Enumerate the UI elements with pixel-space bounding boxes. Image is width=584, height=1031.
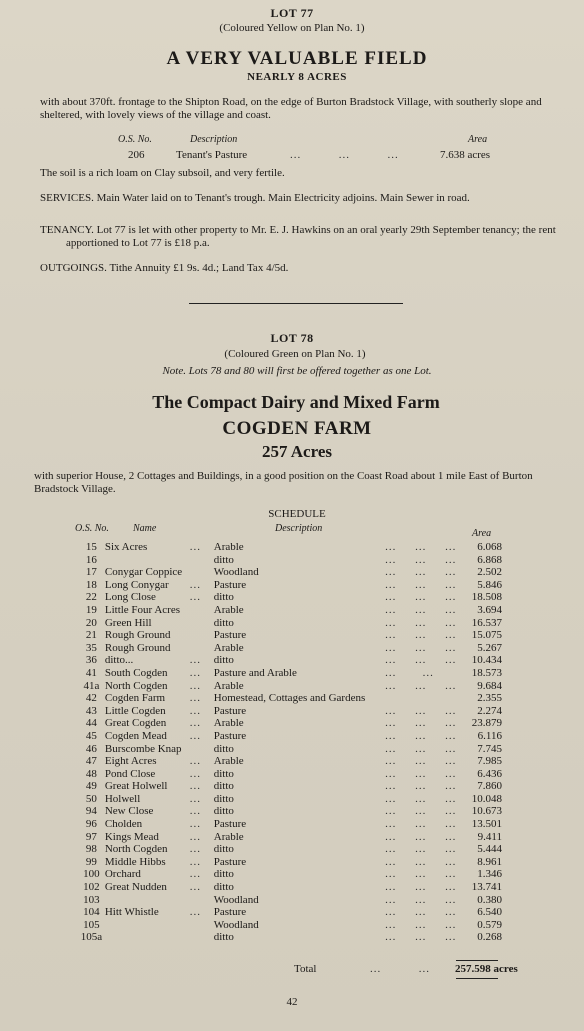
row-leader-dots: ... ... ... [385,591,457,604]
row-description: ditto [213,654,234,667]
row-area: 2.274 [477,704,502,717]
lot78-title: The Compact Dairy and Mixed Farm [152,392,440,412]
row-os: 50 [85,792,97,805]
row-leader-dots: ... ... ... [385,881,457,894]
row-leader-dots: ... ... ... [385,780,457,793]
row-os: 102 [83,881,100,894]
row-name: Burscombe Knap [104,742,182,755]
row-description: Pasture [213,818,247,831]
row-area: 9.684 [477,679,502,692]
total-rule-top [456,960,498,961]
lot77-soil: The soil is a rich loam on Clay subsoil, and very fertile. [40,167,285,179]
table-row [78,793,502,806]
row-area: 7.860 [477,780,502,793]
row-os: 21 [85,629,97,642]
lot77-row-desc: Tenant's Pasture [176,149,248,161]
row-description: ditto [213,792,234,805]
row-name [105,554,190,567]
row-area: 13.501 [471,818,502,831]
table-row [78,843,502,856]
row-leader-dots: ... ... ... [385,541,457,553]
row-area: 0.268 [477,931,502,944]
row-name: North Cogden [104,843,168,856]
row-name-dots: ... [189,818,201,831]
row-area: 7.745 [477,742,502,755]
table-row [78,680,502,693]
row-os: 41 [85,666,97,679]
page-number: 42 [286,996,298,1008]
row-name-dots: ... [189,666,201,679]
table-row [78,730,502,743]
lot77-heading: LOT 77 [270,6,314,20]
schedule-title: SCHEDULE [268,508,326,520]
row-os: 22 [85,591,97,604]
row-name [105,931,190,944]
row-os: 20 [85,616,97,629]
row-name-dots [190,554,214,567]
row-description: ditto [213,843,234,856]
total-rule-bottom [456,978,498,979]
row-description: Pasture [213,704,247,717]
table-row [78,566,502,579]
row-area: 9.411 [477,830,502,843]
table-row [78,805,502,818]
row-area: 5.267 [477,641,502,654]
row-os: 19 [85,603,97,616]
row-description: Pasture [213,578,247,591]
lot77-col-desc: Description [190,134,238,145]
row-name-dots: ... [189,717,201,730]
row-area: 0.380 [477,893,502,906]
row-area: 0.579 [477,918,502,931]
row-area: 3.694 [477,603,502,616]
row-leader-dots [385,692,456,705]
row-name: Green Hill [104,616,152,629]
row-name: Kings Mead [104,830,159,843]
table-row [78,831,502,844]
row-name-dots [190,919,214,932]
lot77-intro: with about 370ft. frontage to the Shipton Road, on the edge of Burton Bradstock Village, with southerly slope and sheltered, with lovely views of the village and coast. [40,96,542,121]
row-leader-dots: ... ... ... [385,818,457,831]
table-row [78,743,502,756]
row-area: 10.434 [471,654,502,667]
row-name: Great Nudden [104,881,167,894]
row-description: Arable [213,755,244,768]
table-row [78,755,502,768]
lot77-row-area: 7.638 acres [440,149,491,161]
row-area: 15.075 [471,629,502,642]
row-os: 105 [83,918,100,931]
row-name-dots: ... [189,792,201,805]
row-description: Pasture and Arable [213,666,297,679]
row-name-dots: ... [189,578,201,591]
table-row [78,931,502,944]
lot78-intro: with superior House, 2 Cottages and Buildings, in a good position on the Coast Road about 1 mile East of Burton Bradstock Village. [34,470,533,495]
row-description: Pasture [213,855,247,868]
row-area: 8.961 [477,855,502,868]
lot77-row-dots: ... ... ... [290,149,399,161]
row-description: Arable [213,830,244,843]
row-leader-dots: ... ... ... [385,855,457,868]
row-area: 1.346 [477,868,502,881]
row-os: 94 [85,805,97,818]
row-name-dots [190,894,214,907]
row-description: ditto [213,553,234,566]
row-name: Rough Ground [104,641,171,654]
row-name-dots: ... [189,843,201,856]
row-description: ditto [213,868,234,881]
lot77-tenancy: TENANCY. Lot 77 is let with other property to Mr. E. J. Hawkins on an oral yearly 29th September tenancy; the rent apportioned to Lot 77 is £18 p.a. [40,224,556,249]
row-area: 13.741 [471,881,502,894]
lot77-row-os: 206 [128,149,145,161]
lot78-heading: LOT 78 [270,331,314,345]
row-os: 17 [85,566,97,579]
row-area: 5.444 [477,843,502,856]
row-name: South Cogden [104,666,168,679]
row-os: 15 [85,541,97,553]
row-name-dots [190,566,214,579]
row-os: 48 [85,767,97,780]
row-leader-dots: ... ... ... [385,603,457,616]
row-name-dots: ... [189,704,201,717]
row-name: Great Holwell [104,780,168,793]
row-name: Cogden Mead [104,729,167,742]
row-area: 10.048 [471,792,502,805]
row-description: ditto [213,591,234,604]
total-dots: ... ... [370,963,430,975]
row-name: Rough Ground [104,629,171,642]
row-name-dots [190,642,214,655]
row-name: Long Conygar [104,578,169,591]
row-name-dots: ... [189,591,201,604]
row-os: 18 [85,578,97,591]
row-description: ditto [213,767,234,780]
row-leader-dots: ... ... ... [385,805,457,818]
row-area: 7.985 [477,755,502,768]
row-leader-dots: ... ... ... [385,792,457,805]
row-name: Cogden Farm [104,692,166,705]
row-description: ditto [213,931,234,944]
row-name-dots: ... [189,541,201,553]
row-leader-dots: ... ... ... [385,654,457,667]
row-os: 41a [83,679,100,692]
row-os: 46 [85,742,97,755]
row-os: 44 [85,717,97,730]
row-os: 47 [85,755,97,768]
lot77-col-area: Area [468,134,488,145]
row-os: 100 [83,868,100,881]
row-area: 2.355 [477,692,502,705]
row-leader-dots: ... ... ... [385,893,457,906]
table-row [78,692,502,705]
table-row [78,717,502,730]
row-area: 16.537 [471,616,502,629]
row-name: Cholden [104,818,143,831]
row-os: 96 [85,818,97,831]
row-name: Conygar Coppice [104,566,183,579]
row-area: 23.879 [471,717,502,730]
row-name: Eight Acres [104,755,157,768]
row-name-dots: ... [189,692,201,705]
row-leader-dots: ... ... ... [385,641,457,654]
lot77-col-os: O.S. No. [118,134,152,145]
table-row [78,667,502,680]
lot78-plan-note: (Coloured Green on Plan No. 1) [224,348,366,360]
row-name-dots: ... [189,830,201,843]
row-area: 6.068 [477,541,502,553]
row-name: Hitt Whistle [104,906,159,919]
row-name: ditto... [104,654,134,667]
lot77-plan-note: (Coloured Yellow on Plan No. 1) [219,22,365,34]
row-leader-dots: ... ... ... [385,729,457,742]
row-os: 45 [85,729,97,742]
row-name-dots: ... [189,805,201,818]
schedule-col-os: O.S. No. [75,523,109,534]
row-leader-dots: ... ... ... [385,553,457,566]
row-description: Pasture [213,906,247,919]
row-description: Arable [213,541,244,553]
lot77-subtitle: NEARLY 8 ACRES [247,71,347,83]
table-row [78,919,502,932]
row-name-dots [190,617,214,630]
row-leader-dots: ... ... ... [385,679,457,692]
row-area: 6.540 [477,906,502,919]
schedule-col-desc: Description [275,523,323,534]
row-name-dots: ... [189,881,201,894]
row-os: 36 [85,654,97,667]
row-description: ditto [213,780,234,793]
table-row [78,856,502,869]
row-name: Middle Hibbs [104,855,166,868]
row-name-dots [190,629,214,642]
row-os: 97 [85,830,97,843]
total-label: Total [294,963,317,975]
row-name-dots [190,604,214,617]
table-row [78,705,502,718]
row-description: Pasture [213,729,247,742]
lot77-outgoings: OUTGOINGS. Tithe Annuity £1 9s. 4d.; Land Tax 4/5d. [40,262,289,274]
row-leader-dots: ... ... [385,666,434,679]
row-name: Little Cogden [104,704,166,717]
table-row [78,768,502,781]
table-row [78,780,502,793]
row-leader-dots: ... ... ... [385,767,457,780]
schedule-col-name: Name [133,523,157,534]
row-os: 98 [85,843,97,856]
table-row [78,541,502,554]
lot77-services: SERVICES. Main Water laid on to Tenant's trough. Main Electricity adjoins. Main Sewer in road. [40,192,470,204]
schedule-col-area: Area [472,528,492,539]
row-name-dots: ... [189,729,201,742]
row-description: ditto [213,742,234,755]
row-description: ditto [213,881,234,894]
row-name-dots: ... [189,906,201,919]
table-row [78,629,502,642]
table-row [78,617,502,630]
row-name: Holwell [104,792,141,805]
row-leader-dots: ... ... ... [385,578,457,591]
row-description: Homestead, Cottages and Gardens [213,692,366,705]
row-name: Six Acres [104,541,148,553]
table-row [78,591,502,604]
row-area: 6.868 [477,553,502,566]
row-leader-dots: ... ... ... [385,755,457,768]
row-name-dots: ... [189,679,201,692]
row-description: Woodland [213,893,259,906]
table-row [78,579,502,592]
row-name: North Cogden [104,679,168,692]
lot77-title: A VERY VALUABLE FIELD [166,48,428,69]
row-name-dots: ... [189,755,201,768]
row-area: 6.436 [477,767,502,780]
row-area: 2.502 [477,566,502,579]
table-row [78,642,502,655]
row-leader-dots: ... ... ... [385,566,457,579]
lot78-acres: 257 Acres [261,442,333,461]
row-name-dots: ... [189,855,201,868]
row-name: Pond Close [104,767,156,780]
row-name: Orchard [104,868,141,881]
row-area: 18.573 [471,666,502,679]
row-os: 105a [80,931,103,944]
row-leader-dots: ... ... ... [385,830,457,843]
row-os: 43 [85,704,97,717]
row-name-dots [190,743,214,756]
row-name: New Close [104,805,154,818]
row-name-dots: ... [189,780,201,793]
row-area: 18.508 [471,591,502,604]
row-name [105,894,190,907]
row-name-dots: ... [189,767,201,780]
row-name-dots: ... [189,654,201,667]
row-leader-dots: ... ... ... [385,931,457,944]
section-divider [189,303,403,304]
row-description: Arable [213,717,244,730]
lot78-note: Note. Lots 78 and 80 will first be offered together as one Lot. [162,365,432,377]
table-row [78,868,502,881]
row-leader-dots: ... ... ... [385,742,457,755]
row-description: ditto [213,805,234,818]
row-area: 6.116 [477,729,502,742]
table-row [78,818,502,831]
row-description: Arable [213,679,244,692]
row-description: Pasture [213,629,247,642]
row-name [105,919,190,932]
row-leader-dots: ... ... ... [385,704,457,717]
row-description: Arable [213,603,244,616]
row-name-dots: ... [189,868,201,881]
table-row [78,881,502,894]
row-description: Arable [213,641,244,654]
row-os: 16 [85,553,97,566]
row-description: Woodland [213,918,259,931]
row-area: 5.846 [477,578,502,591]
row-os: 35 [85,641,97,654]
row-os: 42 [85,692,97,705]
row-os: 49 [85,780,97,793]
row-description: Woodland [213,566,259,579]
schedule-table [78,541,502,944]
row-leader-dots: ... ... ... [385,906,457,919]
row-leader-dots: ... ... ... [385,616,457,629]
lot78-farm-name: COGDEN FARM [222,418,372,439]
row-area: 10.673 [471,805,502,818]
row-name: Great Cogden [104,717,167,730]
row-name-dots [190,931,214,944]
table-row [78,894,502,907]
row-os: 99 [85,855,97,868]
row-name: Long Close [104,591,156,604]
row-leader-dots: ... ... ... [385,868,457,881]
row-leader-dots: ... ... ... [385,843,457,856]
row-leader-dots: ... ... ... [385,717,457,730]
total-area: 257.598 acres [455,963,518,975]
row-os: 104 [83,906,100,919]
table-row [78,906,502,919]
row-leader-dots: ... ... ... [385,918,457,931]
table-row [78,654,502,667]
row-name: Little Four Acres [104,603,181,616]
row-description: ditto [213,616,234,629]
table-row [78,554,502,567]
row-os: 103 [83,893,100,906]
row-leader-dots: ... ... ... [385,629,457,642]
table-row [78,604,502,617]
